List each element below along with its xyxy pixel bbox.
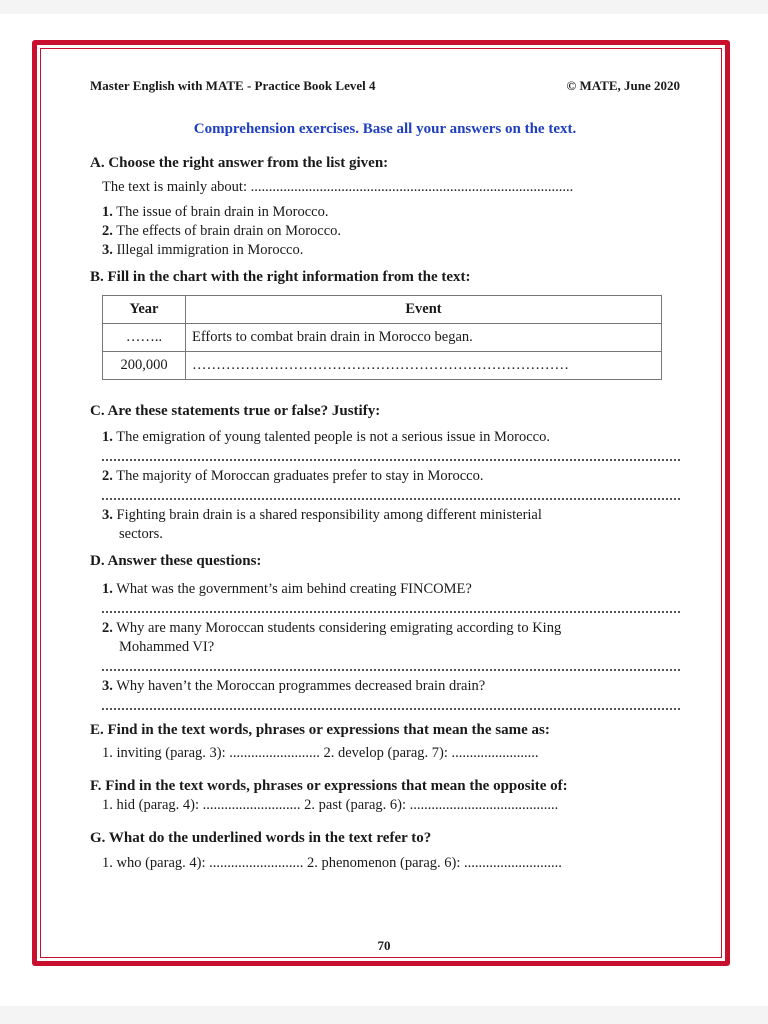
worksheet-content: [90, 78, 680, 872]
section-a-prompt: The text is mainly about: .........................................................................................: [102, 179, 574, 195]
section-d-title: D. Answer these questions:: [90, 553, 262, 569]
section-e-answers: 1. inviting (parag. 3): ......................... 2. develop (parag. 7): ........................: [102, 745, 539, 761]
section-e-title: E. Find in the text words, phrases or expressions that mean the same as:: [90, 722, 550, 738]
header-year: Year: [103, 296, 186, 324]
statement-2: 2. The majority of Moroccan graduates prefer to stay in Morocco.: [102, 468, 484, 484]
row1-event: Efforts to combat brain drain in Morocco began.: [186, 324, 662, 352]
table-row: [103, 352, 662, 380]
answer-line: [102, 449, 680, 461]
section-c-title: C. Are these statements true or false? Justify:: [90, 403, 381, 419]
option-2: 2. The effects of brain drain on Morocco.: [102, 223, 342, 239]
page-header: [90, 78, 680, 94]
section-g-title: G. What do the underlined words in the text refer to?: [90, 830, 432, 846]
answer-line: [102, 659, 680, 671]
section-f-answers: 1. hid (parag. 4): ........................... 2. past (parag. 6): .........................................: [102, 797, 559, 813]
event-table: [102, 295, 662, 380]
section-f-title: F. Find in the text words, phrases or expressions that mean the opposite of:: [90, 778, 568, 794]
statement-3: 3. Fighting brain drain is a shared responsibility among different ministerial sectors.: [102, 507, 542, 542]
book-title: Master English with MATE - Practice Book Level 4: [90, 78, 376, 93]
section-a-title: A. Choose the right answer from the list given:: [90, 155, 389, 171]
row1-year: ……..: [103, 324, 186, 352]
statement-1: 1. The emigration of young talented people is not a serious issue in Morocco.: [102, 429, 550, 445]
table-row: [103, 324, 662, 352]
answer-line: [102, 601, 680, 613]
copyright: © MATE, June 2020: [566, 78, 680, 93]
header-event: Event: [186, 296, 662, 324]
question-2: 2. Why are many Moroccan students considering emigrating according to King Mohammed VI?: [102, 620, 562, 655]
row2-year: 200,000: [103, 352, 186, 380]
row2-event: ……………………………………………………………………: [186, 352, 662, 380]
page-number: 70: [377, 938, 391, 953]
exercise-title: Comprehension exercises. Base all your answers on the text.: [193, 121, 577, 137]
section-a-options: [90, 203, 680, 260]
question-1: 1. What was the government’s aim behind creating FINCOME?: [102, 581, 472, 597]
section-b-title: B. Fill in the chart with the right information from the text:: [90, 269, 471, 285]
option-1: 1. The issue of brain drain in Morocco.: [102, 204, 329, 220]
question-3: 3. Why haven’t the Moroccan programmes decreased brain drain?: [102, 678, 486, 694]
section-g-answers: 1. who (parag. 4): .......................... 2. phenomenon (parag. 6): ...........................: [102, 855, 562, 871]
option-3: 3. Illegal immigration in Morocco.: [102, 242, 304, 258]
answer-line: [102, 698, 680, 710]
answer-line: [102, 488, 680, 500]
